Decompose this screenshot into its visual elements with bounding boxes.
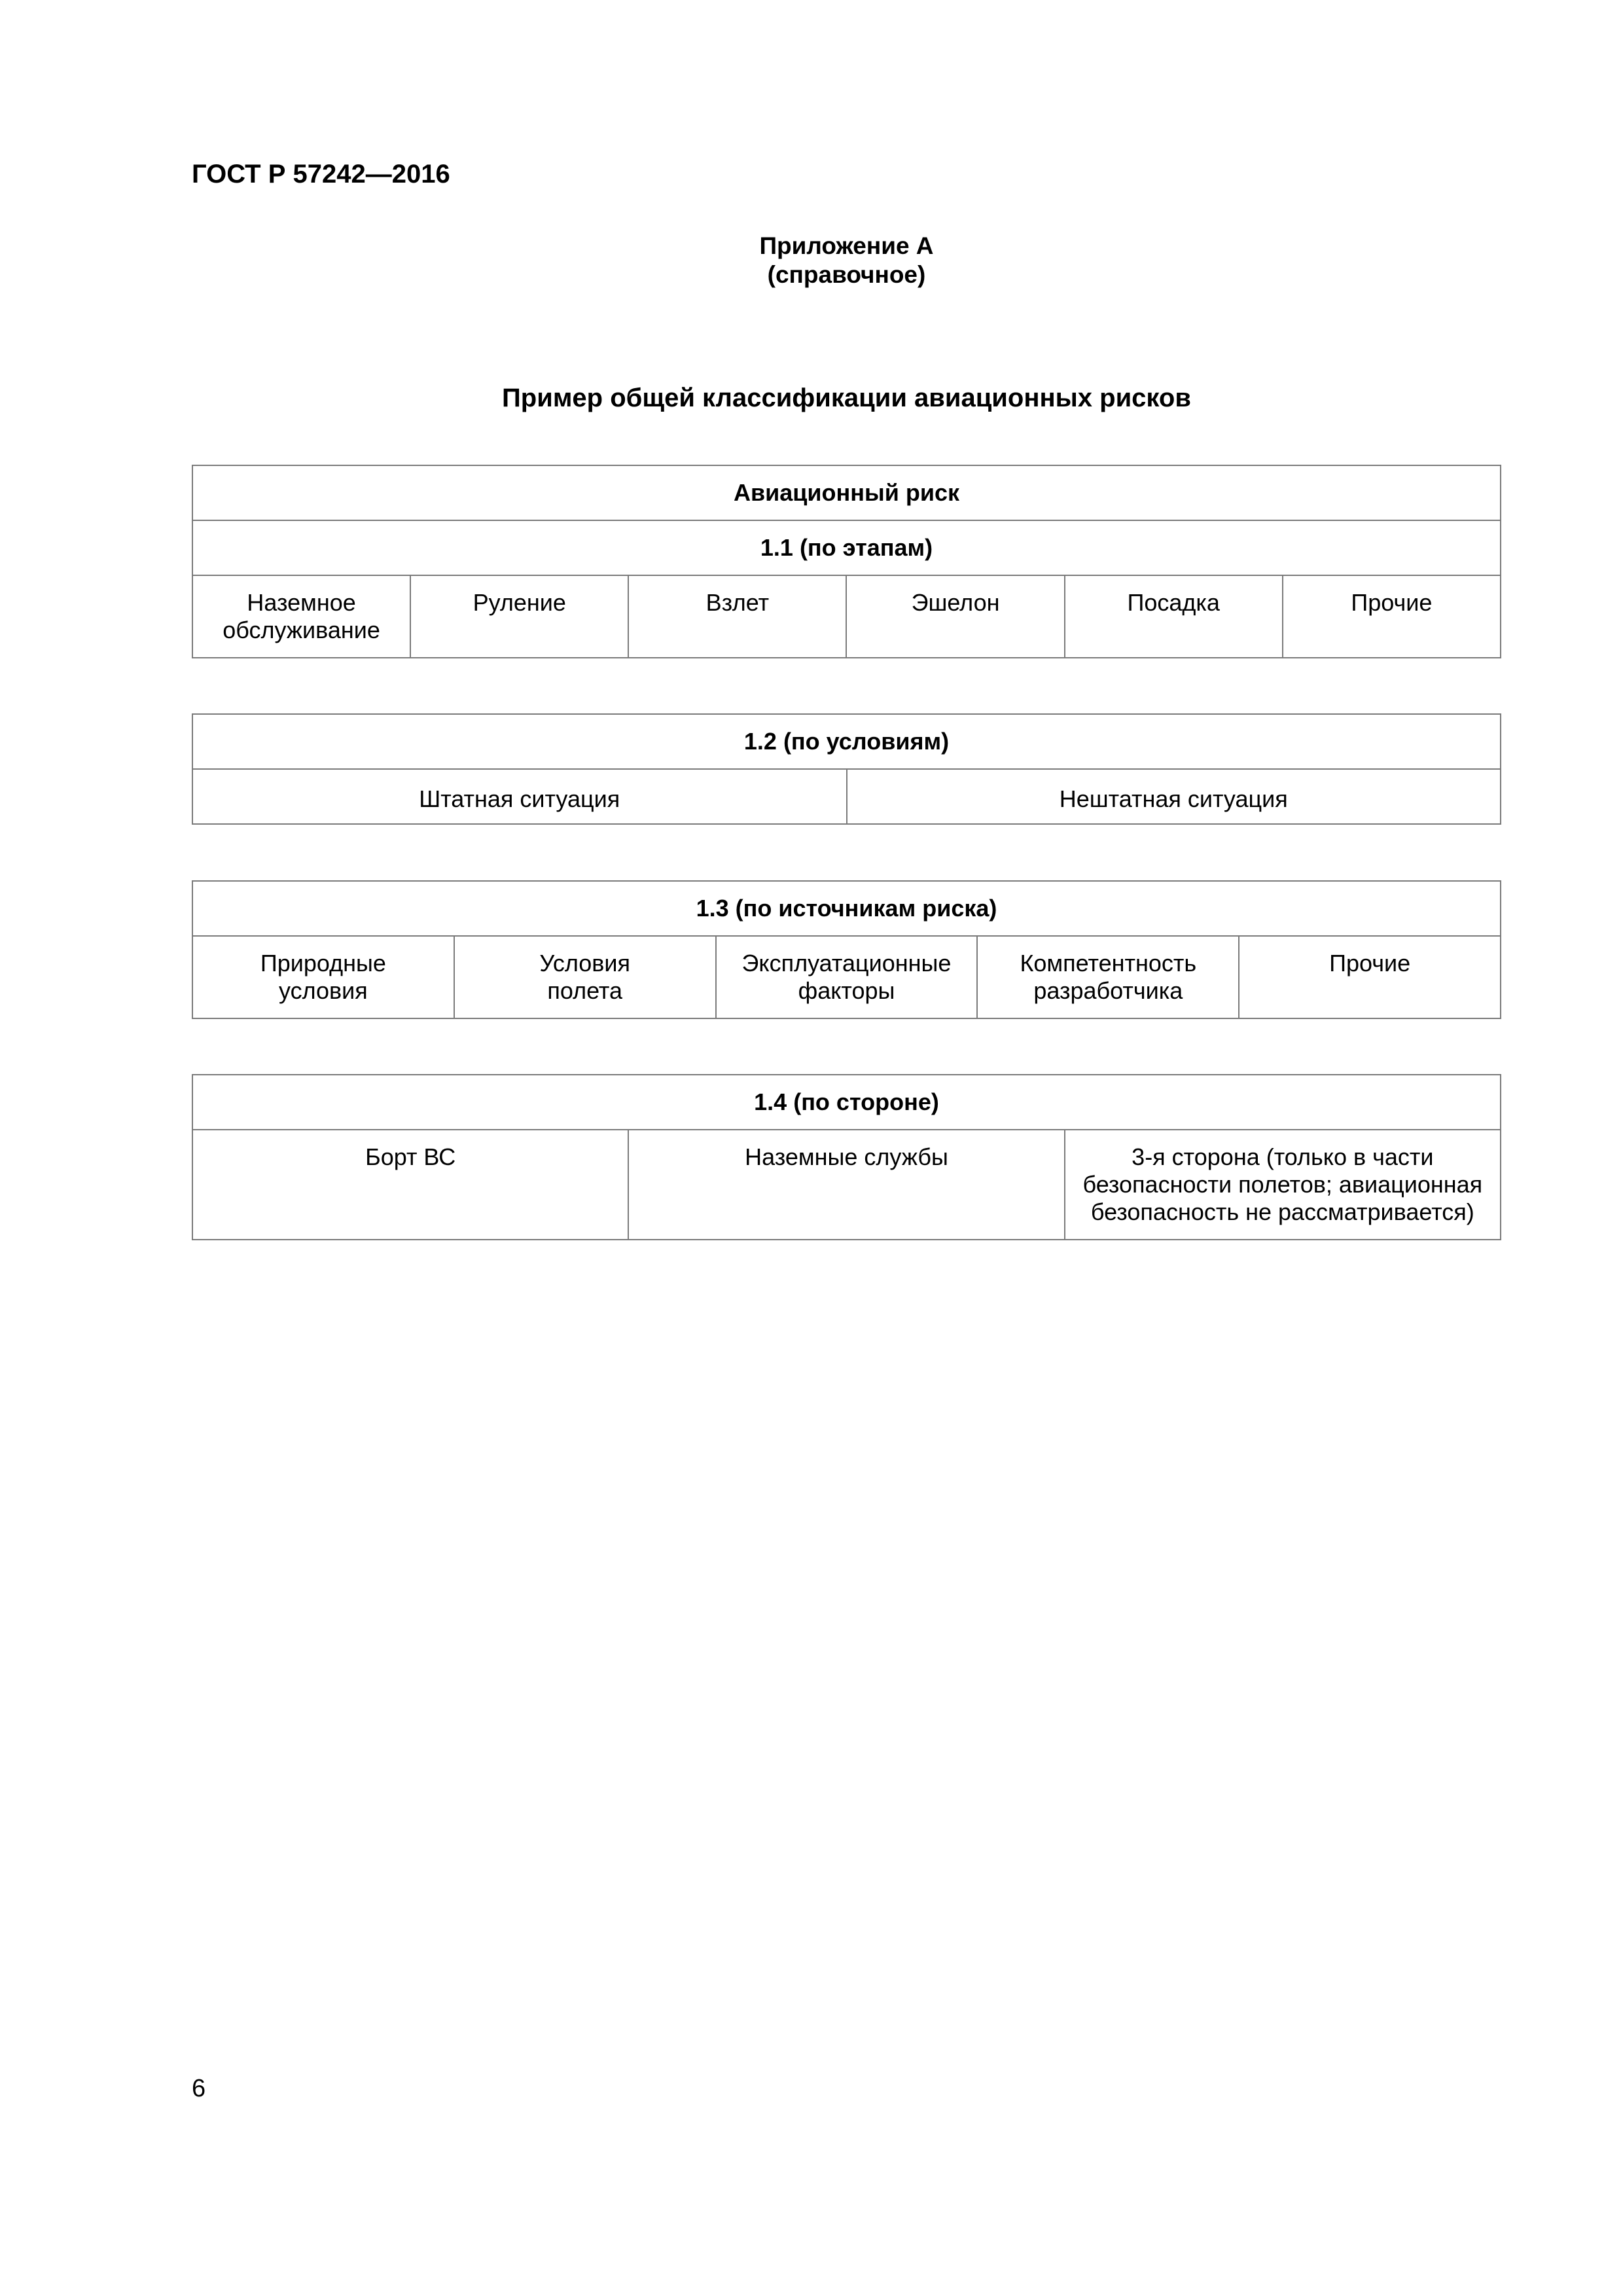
appendix-heading — [192, 232, 1501, 289]
table-cell: Наземное обслуживание — [192, 575, 410, 658]
table-cell: 3-я сторона (только в части безопасности полетов; авиационная безопасность не рассматривается) — [1065, 1130, 1501, 1240]
table-header-by-conditions: 1.2 (по условиям) — [192, 714, 1501, 769]
table-cell: Борт ВС — [192, 1130, 628, 1240]
table-cell: Наземные службы — [628, 1130, 1064, 1240]
table-cell: Посадка — [1065, 575, 1283, 658]
table-cell: Прочие — [1283, 575, 1501, 658]
table-header-aviation-risk: Авиационный риск — [192, 465, 1501, 520]
table-header-by-risk-sources: 1.3 (по источникам риска) — [192, 881, 1501, 936]
table-cell: Эксплуатационные факторы — [716, 936, 978, 1018]
table-subheader-by-stage: 1.1 (по этапам) — [192, 520, 1501, 575]
table-cell: Нештатная ситуация — [847, 769, 1501, 824]
table-header-by-side: 1.4 (по стороне) — [192, 1075, 1501, 1130]
table-by-stage — [192, 465, 1501, 658]
table-cell: Прочие — [1239, 936, 1501, 1018]
table-cell: Взлет — [628, 575, 846, 658]
document-code: ГОСТ Р 57242—2016 — [192, 160, 450, 188]
table-cell: Эшелон — [846, 575, 1064, 658]
page-title: Пример общей классификации авиационных рисков — [502, 384, 1191, 412]
table-by-conditions — [192, 713, 1501, 825]
table-by-side — [192, 1074, 1501, 1240]
table-cell: Штатная ситуация — [192, 769, 847, 824]
appendix-label: Приложение А — [759, 232, 934, 259]
table-cell: Компетентность разработчика — [977, 936, 1239, 1018]
table-cell: Условия полета — [454, 936, 716, 1018]
table-cell: Природные условия — [192, 936, 454, 1018]
table-cell: Руление — [410, 575, 628, 658]
page-number: 6 — [192, 2075, 206, 2102]
table-by-risk-sources — [192, 880, 1501, 1019]
appendix-type: (справочное) — [767, 261, 926, 288]
